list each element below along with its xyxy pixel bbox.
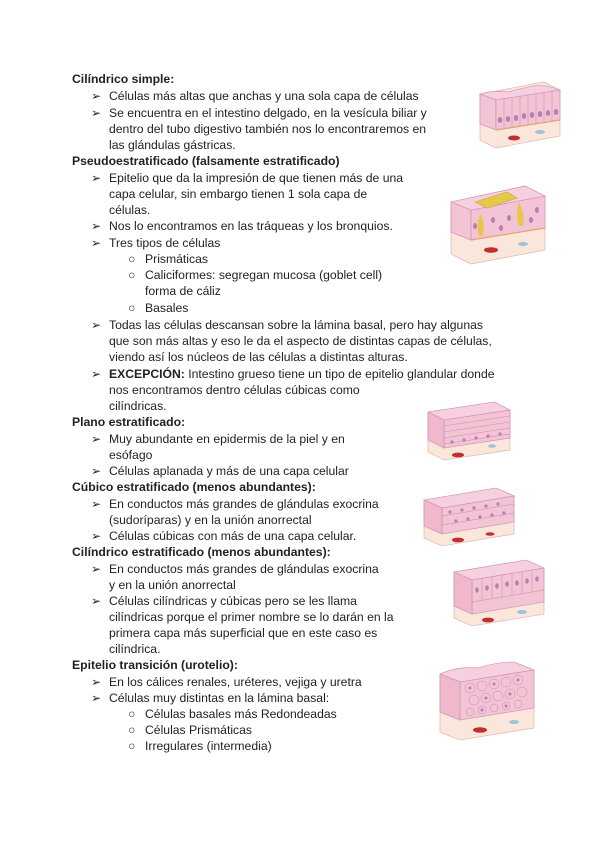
bullet-arrow: ➢ bbox=[91, 432, 102, 446]
text-line: Irregulares (intermedia) bbox=[145, 739, 272, 753]
bullet-arrow: ➢ bbox=[91, 464, 102, 478]
text-line: Células basales más Redondeadas bbox=[145, 707, 337, 721]
bullet-circle: ○ bbox=[128, 739, 136, 753]
bullet-arrow: ➢ bbox=[91, 318, 102, 332]
exception-text: Intestino grueso tiene un tipo de epitelio glandular donde bbox=[184, 367, 495, 381]
bullet-arrow: ➢ bbox=[91, 219, 102, 233]
heading-cubico-estratificado: Cúbico estratificado (menos abundantes): bbox=[72, 480, 316, 494]
bullet-circle: ○ bbox=[128, 268, 136, 282]
bullet-arrow: ➢ bbox=[91, 367, 102, 381]
bullet-arrow: ➢ bbox=[91, 171, 102, 185]
text-line: Se encuentra en el intestino delgado, en la vesícula biliar y bbox=[109, 106, 427, 120]
text-line: cilíndricas porque el primer nombre se lo darán en la bbox=[109, 610, 394, 624]
text-line: Todas las células descansan sobre la lámina basal, pero hay algunas bbox=[109, 318, 483, 332]
bullet-circle: ○ bbox=[128, 707, 136, 721]
heading-cilindrico-simple: Cilíndrico simple: bbox=[72, 72, 175, 86]
text-line: dentro del tubo digestivo también nos lo encontraremos en bbox=[109, 122, 427, 136]
bullet-arrow: ➢ bbox=[91, 529, 102, 543]
bullet-arrow: ➢ bbox=[91, 497, 102, 511]
bullet-circle: ○ bbox=[128, 301, 136, 315]
text-line: Células más altas que anchas y una sola capa de células bbox=[109, 89, 419, 103]
heading-pseudoestratificado: Pseudoestratificado (falsamente estratificado) bbox=[72, 154, 340, 168]
text-line: Células Prismáticas bbox=[145, 723, 253, 737]
text-line: Células cilíndricas y cúbicas pero se les llama bbox=[109, 594, 357, 608]
text-line: En conductos más grandes de glándulas exocrina bbox=[109, 562, 379, 576]
bullet-arrow: ➢ bbox=[91, 236, 102, 250]
text-line: Prismáticas bbox=[145, 252, 208, 266]
text-line: y en la unión anorrectal bbox=[109, 578, 236, 592]
simple-columnar-epithelium-illustration bbox=[474, 78, 564, 158]
bullet-arrow: ➢ bbox=[91, 691, 102, 705]
text-line: las glándulas gástricas. bbox=[109, 138, 236, 152]
stratified-columnar-illustration bbox=[448, 556, 548, 632]
text-line: células. bbox=[109, 203, 151, 217]
text-line: Muy abundante en epidermis de la piel y en bbox=[109, 432, 345, 446]
text-line: Células muy distintas en la lámina basal: bbox=[109, 691, 330, 705]
text-line: En los cálices renales, uréteres, vejiga y uretra bbox=[109, 675, 362, 689]
pseudostratified-epithelium-illustration bbox=[445, 180, 551, 270]
heading-epitelio-transicion: Epitelio transición (urotelio): bbox=[72, 658, 238, 672]
text-line: Basales bbox=[145, 301, 189, 315]
heading-plano-estratificado: Plano estratificado: bbox=[72, 415, 186, 429]
text-line: nos encontramos dentro células cúbicas como bbox=[109, 383, 360, 397]
heading-cilindrico-estratificado: Cilíndrico estratificado (menos abundantes): bbox=[72, 545, 331, 559]
text-line: capa celular, sin embargo tienen 1 sola capa de bbox=[109, 187, 368, 201]
text-line: cilíndricas. bbox=[109, 399, 167, 413]
bullet-arrow: ➢ bbox=[91, 594, 102, 608]
text-line: Células cúbicas con más de una capa celular. bbox=[109, 529, 357, 543]
bullet-arrow: ➢ bbox=[91, 106, 102, 120]
text-line bbox=[109, 366, 495, 382]
text-line: En conductos más grandes de glándulas exocrina bbox=[109, 497, 379, 511]
stratified-squamous-illustration bbox=[422, 398, 514, 468]
text-line: Células aplanada y más de una capa celular bbox=[109, 464, 349, 478]
text-line: Epitelio que da la impresión de que tienen más de una bbox=[109, 171, 404, 185]
bullet-arrow: ➢ bbox=[91, 89, 102, 103]
text-line: Nos lo encontramos en las tráqueas y los bronquios. bbox=[109, 219, 393, 233]
exception-label: EXCEPCIÓN: bbox=[109, 367, 185, 381]
bullet-arrow: ➢ bbox=[91, 562, 102, 576]
stratified-cuboidal-illustration bbox=[418, 484, 518, 552]
text-line: esófago bbox=[109, 448, 153, 462]
text-line: cilíndrica. bbox=[109, 642, 161, 656]
text-line: primera capa más superficial que en este caso es bbox=[109, 626, 378, 640]
text-line: (sudoríparas) y en la unión anorrectal bbox=[109, 513, 312, 527]
bullet-circle: ○ bbox=[128, 252, 136, 266]
bullet-circle: ○ bbox=[128, 723, 136, 737]
text-line: que son más altas y eso le da el aspecto de distintas capas de células, bbox=[109, 334, 492, 348]
text-line: viendo así los núcleos de las células a distintas alturas. bbox=[109, 350, 408, 364]
text-line: forma de cáliz bbox=[145, 284, 221, 298]
text-line: Caliciformes: segregan mucosa (goblet cell) bbox=[145, 268, 383, 282]
transitional-epithelium-illustration bbox=[434, 656, 540, 748]
text-line: Tres tipos de células bbox=[109, 236, 221, 250]
bullet-arrow: ➢ bbox=[91, 675, 102, 689]
